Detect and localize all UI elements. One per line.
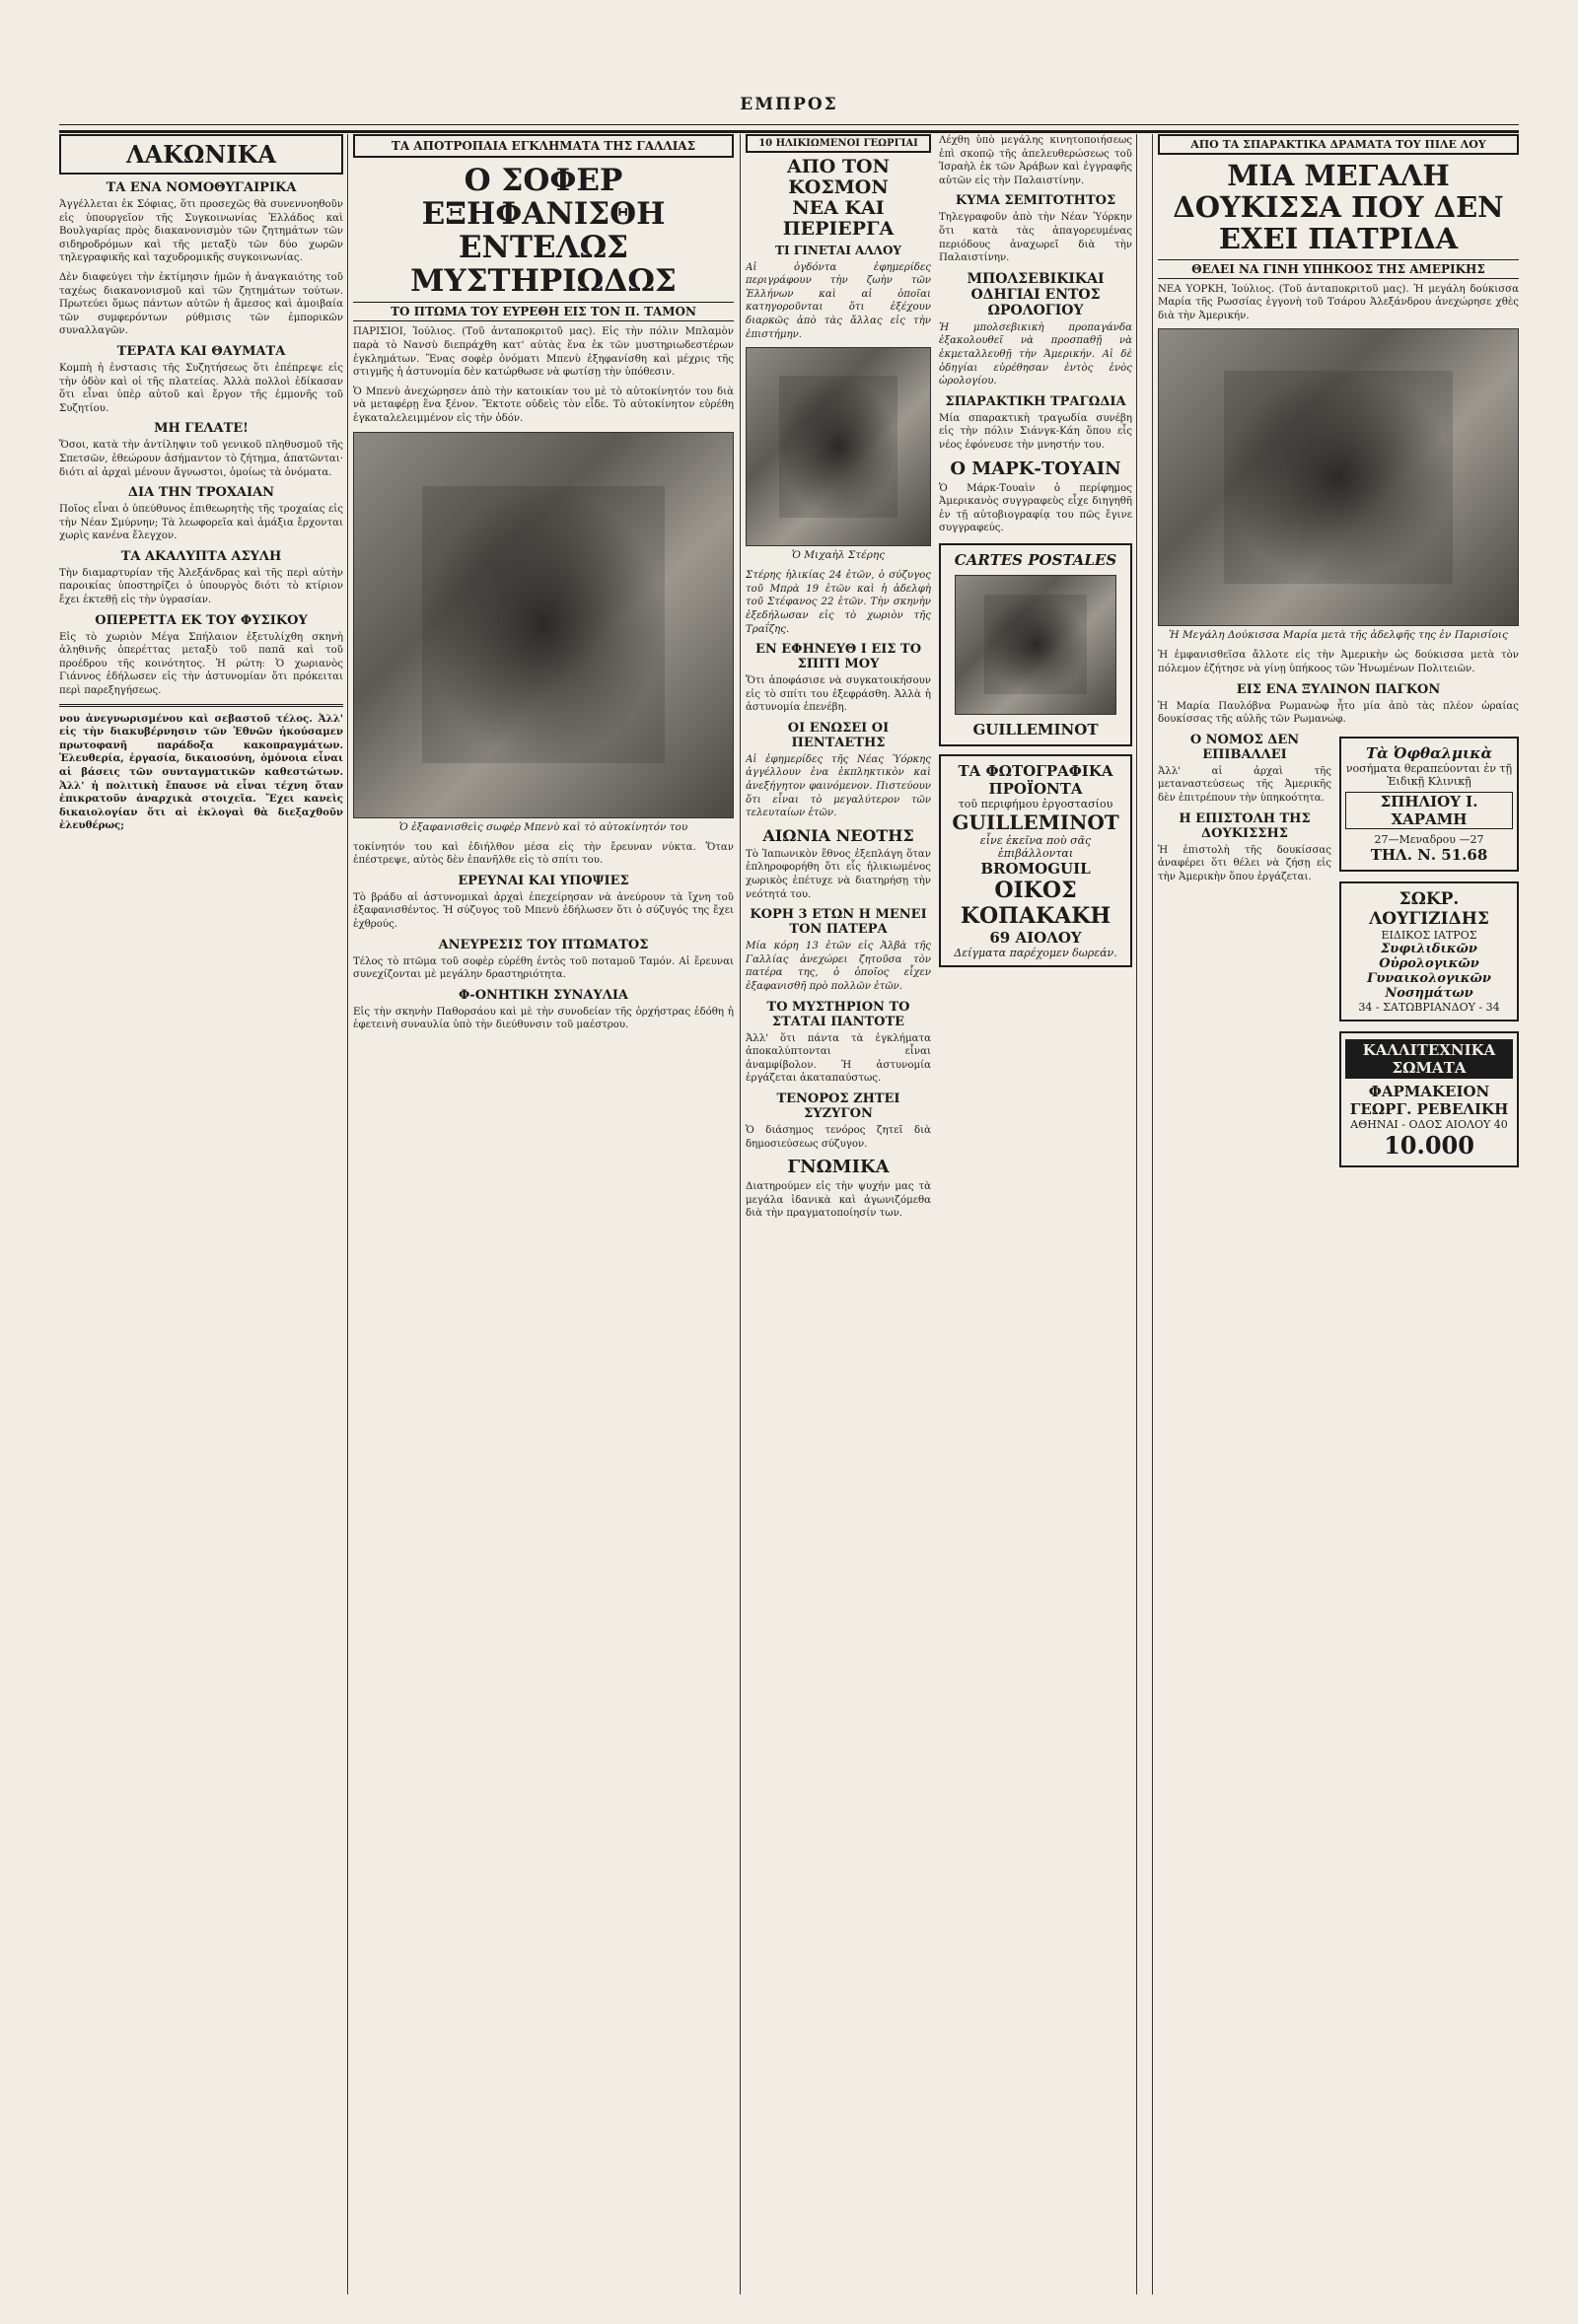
masthead-rule [59,124,1519,125]
ad-title: CARTES POSTALES [954,550,1117,569]
article-heading: ΤΑ ΑΚΑΛΥΠΤΑ ΑΣΥΛΗ [120,548,282,564]
ad-text: τοῦ περιφήμου ἐργοστασίου [958,797,1113,810]
column-laconika [59,134,343,2294]
ophthalmic-clinic-ad [1339,737,1519,872]
article-heading: ΤΕΝΟΡΟΣ ΖΗΤΕΙ ΣΥΖΥΓΟΝ [776,1091,900,1121]
article-text: ΝΕΑ ΥΟΡΚΗ, Ἰούλιος. (Τοῦ ἀνταποκριτοῦ μας). Ἡ μεγάλη δούκισσα Μαρία τῆς Ρωσσίας ἐγγονὴ τοῦ Τσάρου Ἀλεξάνδρου ἀνεχώρησε χθὲς διὰ τὴν Ἀμερικήν. [1158,283,1519,321]
ad-title: Τὰ Ὀφθαλμικὰ [1365,743,1493,762]
subheadline: ΤΟ ΠΤΩΜΑ ΤΟΥ ΕΥΡΕΘΗ ΕΙΣ ΤΟΝ Π. ΤΑΜΟΝ [353,302,734,321]
divider [59,704,343,707]
article-text: Ὅτι ἀποφάσισε νὰ συγκατοικήσουν εἰς τὸ σπίτι του ἐξεφράσθη. Ἀλλὰ ἡ ἀστυνομία ἐπενέβη. [746,675,931,714]
ad-pharmacy: ΦΑΡΜΑΚΕΙΟΝ ΓΕΩΡΓ. ΡΕΒΕΛΙΚΗ [1349,1082,1509,1118]
column-grand-duchess [1158,134,1519,2294]
newspaper-title: ΕΜΠΡΟΣ [740,95,838,114]
ad-illustration [955,575,1116,715]
photo-caption: Ἡ Μεγάλη Δούκισσα Μαρία μετὰ τῆς ἀδελφῆς της ἐν Παρισίοις [1169,629,1508,642]
kicker: ΑΠΟ ΤΑ ΣΠΑΡΑΚΤΙΚΑ ΔΡΑΜΑΤΑ ΤΟΥ ΠΙΛΕ ΛΟΥ [1158,134,1519,155]
column-world-news [746,134,931,2294]
photo-caption: Ὁ Μιχαὴλ Στέρης [791,549,886,562]
article-text: Τὸ βράδυ αἱ ἀστυνομικαὶ ἀρχαὶ ἐπεχείρησαν νὰ ἀνεύρουν τὰ ἴχνη τοῦ ἐξαφανισθέντος. Ἡ σύζυγος τοῦ Μπενὺ ἐδήλωσεν ὅτι ὁ σύζυγός της ἔχει ἐχθρούς. [353,891,734,930]
article-heading: ΜΠΟΛΣΕΒΙΚΙΚΑΙ ΟΔΗΓΙΑΙ ΕΝΤΟΣ ΩΡΟΛΟΓΙΟΥ [967,270,1105,318]
ad-name: ΣΠΗΛΙΟΥ Ι. ΧΑΡΑΜΗ [1345,792,1513,829]
article-text: Ὁ διάσημος τενόρος ζητεῖ διὰ δημοσιεύσεως σύζυγον. [746,1124,931,1150]
article-heading: ΟΙ ΕΝΩΣΕΙ ΟΙ ΠΕΝΤΑΕΤΗΣ [787,720,890,750]
car-photo [353,432,734,818]
article-text: Ἡ ἐμφανισθεῖσα ἄλλοτε εἰς τὴν Ἀμερικὴν ὡς δούκισσα μετὰ τὸν πόλεμον ἐζήτησε νὰ γίνῃ ὑπήκοος τῶν Ἡνωμένων Πολιτειῶν. [1158,650,1519,675]
article-text: Ἡ Μαρία Παυλόβνα Ρωμανὼφ ἦτο μία ἀπὸ τὰς πλέον ὡραίας δουκίσσας τῆς αὐλῆς τῶν Ρωμανώφ. [1158,700,1519,726]
article-text: Τέλος τὸ πτῶμα τοῦ σοφὲρ εὑρέθη ἐντὸς τοῦ ποταμοῦ Ταμόν. Αἱ ἔρευναι συνεχίζονται μὲ μεγάλην δραστηριότητα. [353,955,734,981]
article-heading: ΜΗ ΓΕΛΑΤΕ! [154,421,249,437]
article-heading: ΤΟ ΜΥΣΤΗΡΙΟΝ ΤΟ ΣΤΑΤΑΙ ΠΑΝΤΟΤΕ [766,999,910,1029]
article-heading: Ο ΝΟΜΟΣ ΔΕΝ ΕΠΙΒΑΛΛΕΙ [1189,732,1300,762]
article-heading: ΤΑ ΕΝΑ ΝΟΜΟΘΥΓΑΙΡΙΚΑ [106,180,297,195]
subheadline: ΘΕΛΕΙ ΝΑ ΓΙΝΗ ΥΠΗΚΟΟΣ ΤΗΣ ΑΜΕΡΙΚΗΣ [1158,259,1519,279]
article-text: Εἰς τὴν σκηνὴν Παθορσάου καὶ μὲ τὴν συνοδείαν τῆς ὀρχήστρας ἐδόθη ἡ ἐφετεινὴ συναυλία ὑπὸ τὴν διεύθυνσιν τοῦ μαέστρου. [353,1006,734,1031]
column-divider [1152,134,1153,2294]
article-text: Ἡ μπολσεβικικὴ προπαγάνδα ἐξακολουθεῖ νὰ προσπαθῇ νὰ ἐκμεταλλευθῇ τὴν Ἀμερικήν. Αἱ δὲ ὁδηγίαι εὑρέθησαν ἐντὸς ἑνὸς ὡρολογίου. [939,321,1132,387]
article-heading: Η ΕΠΙΣΤΟΛΗ ΤΗΣ ΔΟΥΚΙΣΣΗΣ [1179,810,1311,841]
article-text: τοκίνητόν του καὶ ἐδιήλθον μέσα εἰς τὴν ἔρευναν νύκτα. Ὅταν ἐπέστρεψε, αὐτὸς δὲν ἐπανῆλθε εἰς τὸ σπίτι του. [353,841,734,867]
ad-title: ΚΑΛΛΙΤΕΧΝΙΚΑ ΣΩΜΑΤΑ [1345,1039,1513,1079]
article-text: Εἰς τὸ χωριὸν Μέγα Σπήλαιον ἐξετυλίχθη σκηνὴ ἀληθινῆς ὀπερέττας μεταξὺ τοῦ παπᾶ καὶ τοῦ προέδρου τῆς κοινότητος. Ἡ ρώτη: Ὁ χωριανὸς Γιάννος ἐδήλωσεν εἰς τὴν ἀστυνομίαν ὅτι πρόκειται περὶ παρεξηγήσεως. [59,631,343,697]
article-text: Τηλεγραφοῦν ἀπὸ τὴν Νέαν Ὑόρκην ὅτι κατὰ τὰς ἀπαγορευμένας περιόδους ἀναχωρεῖ διὰ τὴν Παλαιστίνην. [939,212,1132,264]
ad-text: νοσήματα θεραπεύονται ἐν τῇ Ἑιδικῇ Κλινικῇ [1345,761,1513,788]
photo-products-ad [939,754,1132,967]
postcards-ad [939,543,1132,746]
headline: ΝΕΑ ΚΑΙ ΠΕΡΙΕΡΓΑ [782,196,895,240]
headline: ΑΠΟ ΤΟΝ ΚΟΣΜΟΝ [787,156,890,198]
article-heading: Ο ΜΑΡΚ-ΤΟΥΑΙΝ [950,458,1121,479]
ad-text: Δείγματα παρέχομεν δωρεάν. [954,946,1117,959]
article-text: Ποῖος εἶναι ὁ ὑπεύθυνος ἐπιθεωρητὴς τῆς τροχαίας εἰς τὴν Νέαν Σμύρνην; Τὰ λεωφορεῖα καὶ ἀμάξια ἔρχονται χωρὶς κανένα ἔλεγχον. [59,504,343,542]
article-heading: Φ-ΟΝΗΤΙΚΗ ΣΥΝΑΥΛΙΑ [458,987,629,1003]
article-heading: ΓΝΩΜΙΚΑ [787,1157,890,1178]
article-heading: ΚΟΡΗ 3 ΕΤΩΝ Η ΜΕΝΕΙ ΤΟΝ ΠΑΤΕΡΑ [750,907,927,938]
article-heading: ΤΕΡΑΤΑ ΚΑΙ ΘΑΥΜΑΤΑ [116,343,286,359]
headline: ΜΙΑ ΜΕΓΑΛΗ ΔΟΥΚΙΣΣΑ ΠΟΥ ΔΕΝ ΕΧΕΙ ΠΑΤΡΙΔΑ [1173,159,1504,255]
article-text: Ὁ Μπενὺ ἀνεχώρησεν ἀπὸ τὴν κατοικίαν του μὲ τὸ αὐτοκίνητόν του διὰ νὰ μεταφέρῃ ἕνα ξένον. Ἔκτοτε οὐδεὶς τὸν εἶδε. Τὸ αὐτοκίνητον εὑρέθη ἐγκαταλελειμμένον εἰς τὴν ὁδόν. [353,386,734,424]
ad-name: ΣΩΚΡ. ΛΟΥΓΙΖΙΔΗΣ [1369,888,1489,929]
kicker: ΤΑ ΑΠΟΤΡΟΠΑΙΑ ΕΓΚΛΗΜΑΤΑ ΤΗΣ ΓΑΛΛΙΑΣ [353,134,734,158]
article-heading: ΑΙΩΝΙΑ ΝΕΟΤΗΣ [762,825,914,845]
article-heading: ΟΠΕΡΕΤΤΑ ΕΚ ΤΟΥ ΦΥΣΙΚΟΥ [95,612,308,628]
subheadline: ΤΙ ΓΙΝΕΤΑΙ ΑΛΛΟΥ [775,243,901,257]
column-france-crime [353,134,734,2294]
article-heading: ΣΠΑΡΑΚΤΙΚΗ ΤΡΑΓΩΔΙΑ [945,393,1126,409]
masthead [59,91,1519,133]
article-text: Ἀλλ' ὅτι πάντα τὰ ἐγκλήματα ἀποκαλύπτονται εἶναι ἀναμφίβολον. Ἡ ἀστυνομία ἐργάζεται ἀκαταπαύστως. [746,1032,931,1085]
ad-text: Συφιλιδικῶν Οὐρολογικῶν Γυναικολογικῶν Νοσημάτων [1367,941,1491,1001]
article-heading: ΔΙΑ ΤΗΝ ΤΡΟΧΑΙΑΝ [127,485,275,501]
doctor-ad [1339,881,1519,1021]
ad-address: 34 - ΣΑΤΩΒΡΙΑΝΔΟΥ - 34 [1358,1000,1500,1014]
ad-brand: GUILLEMINOT [952,810,1119,834]
column-divider [1136,134,1137,2294]
article-heading: ΕΙΣ ΕΝΑ ΞΥΛΙΝΟΝ ΠΑΓΚΟΝ [1236,681,1441,697]
ad-brand: GUILLEMINOT [972,720,1099,739]
article-text: Ὅσοι, κατὰ τὴν ἀντίληψιν τοῦ γενικοῦ πληθυσμοῦ τῆς Σπετσῶν, ἐθεώρουν ἀσήμαντον τὸ ζήτημα, ἀπατῶνται· διότι αἱ ἀρχαὶ μένουν ἄγνωστοι, ὁμοίως τὰ ὁνόματα. [59,440,343,478]
ad-dealer: ΟΙΚΟΣ ΚΟΠΑΚΑΚΗ [960,877,1112,929]
section-title: ΛΑΚΩΝΙΚΑ [59,134,343,175]
article-text: Ἡ ἐπιστολὴ τῆς δουκίσσας ἀναφέρει ὅτι θέλει νὰ ζήσῃ εἰς τὴν Ἀμερικὴν ὅπου ἐργάζεται. [1158,844,1331,882]
article-text: ΠΑΡΙΣΙΟΙ, Ἰούλιος. (Τοῦ ἀνταποκριτοῦ μας). Εἰς τὴν πόλιν Μπλαμὸν παρὰ τὸ Νανσὺ διεπράχθη κατ' αὐτὰς ἕνα ἐκ τῶν μυστηριωδεστέρων ἐγκλημάτων. Ἕνας σοφὲρ ὀνόματι Μπενὺ ἐξηφανίσθη καὶ μέχρις τῆς στιγμῆς ἡ ἀστυνομία δὲν κατώρθωσε νὰ φωτίσῃ τὴν ὑπόθεσιν. [353,326,734,379]
article-heading: ΑΝΕΥΡΕΣΙΣ ΤΟΥ ΠΤΩΜΑΤΟΣ [438,937,649,952]
article-text: Μία σπαρακτικὴ τραγωδία συνέβη εἰς τὴν πόλιν Σιάνγκ-Κάη ὅπου εἷς νέος ἐφόνευσε τὴν μνηστήν του. [939,412,1132,451]
article-text: Ἀγγέλλεται ἐκ Σόφιας, ὅτι προσεχῶς θὰ συνεννοηθοῦν εἰς ὑπουργεῖον τῆς Συγκοινωνίας Ἑλλάδος καὶ Βουλγαρίας πρὸς διακανονισμὸν τῶν ζητημάτων τῶν σιδηροδρόμων καὶ τῆς μεταξὺ τῶν δύο χωρῶν τηλεγραφικῆς καὶ ταχυδρομικῆς συγκοινωνίας. [59,199,343,264]
article-text: Λέχθη ὑπὸ μεγάλης κινητοποιήσεως ἐπὶ σκοπῷ τῆς ἀπελευθερώσεως τοῦ Ἰσραὴλ ἐκ τῶν Ἀράβων καὶ ἐγγραφῆς αὐτῶν εἰς τὴν Παλαιστίνην. [939,135,1132,186]
kicker: 10 ΗΛΙΚΙΩΜΕΝΟΙ ΓΕΩΡΓΙΑΙ [746,134,931,153]
ad-price: 10.000 [1384,1130,1474,1160]
article-text: Αἱ ὀγδόντα ἐφημερίδες περιγράφουν τὴν ζωὴν τῶν Ἐλλήνων καὶ αἱ ὁποῖαι κατηγοροῦνται ὅτι ἐξέχουν διαρκῶς ἀπὸ τὰς ἄλλας εἰς τὴν ἐπιστήμην. [746,261,931,340]
ad-title: ΕΙΔΙΚΟΣ ΙΑΤΡΟΣ [1381,928,1477,942]
article-text: Στέρης ἡλικίας 24 ἐτῶν, ὁ σύζυγος τοῦ Μπρὰ 19 ἐτῶν καὶ ἡ ἀδελφὴ τοῦ Στέφανος 22 ἐτῶν. Τὴν σκηνὴν ἐξεδήλωσαν εἰς τὸ χωριὸν τῆς Τραΐζης. [746,570,931,635]
article-heading: ΕΝ ΕΦΗΝΕΥΘ Ι ΕΙΣ ΤΟ ΣΠΙΤΙ ΜΟΥ [754,642,922,672]
article-text: Αἱ ἐφημερίδες τῆς Νέας Ὑόρκης ἀγγέλλουν ἐνα ἐκπληκτικὸν καὶ ἀνεξήγητον φαινόμενον. Πιστεύουν ὅτι εἶναι τὸ μεγαλύτερον τῶν τελευταίων ἐτῶν. [746,753,931,819]
ad-address: 27—Μεναδρου —27 [1374,832,1484,846]
column-divider [740,134,741,2294]
ad-phone: ΤΗΛ. Ν. 51.68 [1370,845,1488,864]
pharmacy-ad [1339,1031,1519,1167]
article-text: νου ἀνεγνωρισμένου καὶ σεβαστοῦ τέλος. Ἀλλ' εἰς τὴν διακυβέρνησιν τῶν Ἐθνῶν ἠκούσαμεν πρωτοφανῆ παράδοξα κακοπραγμάτων. Ἐλευθερία, ἐργασία, δικαιοσύνη, ὁμόνοια εἶναι αἱ βάσεις τῶν συνταγματικῶν καθεστώτων. Ἀλλ' ἡ πολιτικὴ ἔπαυσε νὰ εἶναι τέχνη ὅταν ἐπικρατοῦν ἀναρχικὰ στοιχεῖα. Ἔχει κανεὶς δικαιολογίαν ὅτι αἱ ἐκλογαὶ θὰ διεξαχθοῦν ἐλευθέρως; [59,712,343,832]
ad-title: ΤΑ ΦΩΤΟΓΡΑΦΙΚΑ ΠΡΟΪΟΝΤΑ [958,761,1113,798]
article-heading: ΕΡΕΥΝΑΙ ΚΑΙ ΥΠΟΨΙΕΣ [458,873,629,888]
column-divider [347,134,348,2294]
ad-text: εἶνε ἐκεῖνα ποὺ σᾶς ἐπιβάλλονται [979,833,1092,860]
article-text: Μία κόρη 13 ἐτῶν εἰς Ἀλβὰ τῆς Γαλλίας ἀνεχώρει ζητοῦσα τὸν πατέρα της, ὁ ὁποῖος εἶχεν ἐξαφανισθῆ πρὸ πολλῶν ἐτῶν. [746,941,931,992]
article-text: Κομπὴ ἡ ἐνστασις τῆς Συζητήσεως ὅτι ἐπέπρεψε εἰς τὴν ὁδὸν καὶ οἱ τῆς πλατείας. Ἀλλὰ πολλοὶ ἐδίκασαν ὅτι εἶναι ὑπὲρ αὐτοῦ καὶ ἔργον τῆς ἐμμονῆς τοῦ Συζητίου. [59,362,343,414]
article-heading: ΚΥΜΑ ΣΕΜΙΤΟΤΗΤΟΣ [955,193,1116,209]
ad-address: 69 ΑΙΟΛΟΥ [989,928,1082,947]
article-text: Ὁ Μάρκ-Τουαὶν ὁ περίφημος Ἀμερικανὸς συγγραφεὺς εἶχε διηγηθῆ ἐν τῇ αὐτοβιογραφίᾳ του πῶς ἔγινε συγγραφεύς. [939,482,1132,534]
portrait-photo [746,347,931,546]
photo-caption: Ὁ ἐξαφανισθεὶς σωφὲρ Μπενὺ καὶ τὸ αὐτοκίνητόν του [398,820,688,833]
headline: Ο ΣΟΦΕΡ ΕΞΗΦΑΝΙΣΘΗ ΕΝΤΕΛΩΣ ΜΥΣΤΗΡΙΩΔΩΣ [410,163,677,300]
column-misc [939,134,1132,2294]
ad-brand: BROMOGUIL [980,859,1091,878]
ad-address: ΑΘΗΝΑΙ - ΟΔΟΣ ΑΙΟΛΟΥ 40 [1350,1117,1508,1131]
article-text: Τὸ Ἰαπωνικὸν ἔθνος ἐξεπλάγη ὅταν ἐπληροφορήθη ὅτι εἷς ἡλικιωμένος χωρικὸς ἐπέτυχε νὰ διατηρήσῃ τὴν νεότητά του. [746,848,931,900]
duchess-photo [1158,328,1519,626]
article-text: Διατηρούμεν εἰς τὴν ψυχήν μας τὰ μεγάλα ἰδανικὰ καὶ ἀγωνιζόμεθα διὰ τὴν πραγματοποίησίν των. [746,1181,931,1220]
article-text: Τὴν διαμαρτυρίαν τῆς Ἀλεξάνδρας καὶ τῆς περὶ αὐτὴν παροικίας ὑποστηρίζει ὁ ὑπουργὸς διότι τὸ κτίριον ἔχει ἐκτεθῇ εἰς τὴν ὑγρασίαν. [59,567,343,606]
article-text: Ἀλλ' αἱ ἀρχαὶ τῆς μεταναστεύσεως τῆς Ἀμερικῆς δὲν ἐπιτρέπουν τὴν ὑπηκοότητα. [1158,765,1331,805]
article-text: Δὲν διαφεύγει τὴν ἐκτίμησιν ἡμῶν ἡ ἀναγκαιότης τοῦ ταχέως διακανονισμοῦ καὶ τῶν ζητημάτων τούτων. Πρωτεύει ὅμως πάντων αὐτῶν ἡ ἄμεσος καὶ ἀμοιβαία τῶν συμφερόντων ρύθμισις τῶν ἐμπορικῶν συναλλαγῶν. [59,271,343,337]
